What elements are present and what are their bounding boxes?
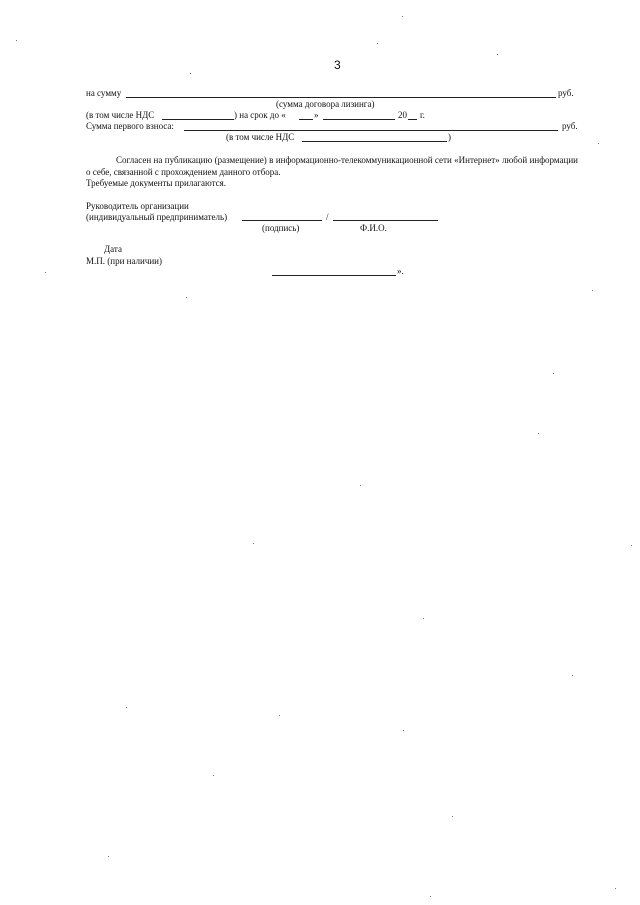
year-prefix: 20	[398, 110, 407, 120]
first-payment-vat-label: (в том числе НДС	[226, 132, 295, 142]
name-caption: Ф.И.О.	[360, 223, 387, 233]
scan-speck	[360, 485, 361, 486]
scan-speck	[126, 707, 127, 708]
scan-speck	[45, 272, 46, 273]
head-label: Руководитель организации	[86, 201, 189, 211]
stamp-label: М.П. (при наличии)	[86, 256, 162, 266]
term-label: ) на срок до «	[234, 110, 286, 120]
scan-speck	[631, 545, 632, 546]
scan-speck	[16, 40, 17, 41]
scan-speck	[403, 730, 404, 731]
scan-speck	[430, 896, 431, 897]
first-payment-underline	[184, 130, 558, 131]
year-underline	[408, 119, 417, 120]
scan-speck	[377, 43, 378, 44]
scan-speck	[598, 143, 599, 144]
first-payment-label: Сумма первого взноса:	[86, 121, 174, 131]
scan-speck	[190, 73, 191, 74]
signature-slash: /	[326, 212, 329, 222]
scan-speck	[423, 618, 424, 619]
scan-speck	[279, 715, 280, 716]
scan-speck	[452, 816, 453, 817]
scan-speck	[402, 16, 403, 17]
amount-caption: (сумма договора лизинга)	[276, 99, 375, 109]
signature-underline	[242, 220, 322, 221]
scan-speck	[553, 373, 554, 374]
amount-underline	[126, 97, 556, 98]
entrepreneur-label: (индивидуальный предприниматель)	[86, 212, 228, 222]
date-label: Дата	[104, 244, 122, 254]
scan-speck	[538, 433, 539, 434]
quote-close: »	[314, 110, 319, 120]
amount-label: на сумму	[86, 88, 122, 98]
first-payment-unit: руб.	[562, 121, 578, 131]
scan-speck	[615, 888, 616, 889]
page-number: 3	[334, 58, 341, 72]
attachments-line: Требуемые документы прилагаются.	[86, 178, 227, 188]
vat-open-label: (в том числе НДС	[86, 110, 155, 120]
consent-paragraph: Согласен на публикацию (размещение) в информационно-телекоммуникационной сети «Интернет» любой информации о себе, связанной с прохождением данного отбора.	[86, 155, 578, 177]
term-day-underline	[299, 119, 313, 120]
name-underline	[333, 220, 438, 221]
date-suffix: ».	[397, 266, 404, 276]
scan-speck	[497, 54, 498, 55]
scan-speck	[213, 775, 214, 776]
signature-caption: (подпись)	[262, 223, 300, 233]
scan-speck	[186, 297, 187, 298]
scan-speck	[253, 543, 254, 544]
scan-speck	[108, 856, 109, 857]
first-payment-vat-underline	[302, 141, 447, 142]
date-underline	[272, 275, 396, 276]
year-suffix: г.	[420, 110, 425, 120]
scan-speck	[572, 675, 573, 676]
amount-unit: руб.	[558, 88, 574, 98]
vat-underline	[162, 119, 234, 120]
term-month-underline	[323, 119, 395, 120]
first-payment-vat-close: )	[448, 132, 451, 142]
scan-speck	[592, 290, 593, 291]
